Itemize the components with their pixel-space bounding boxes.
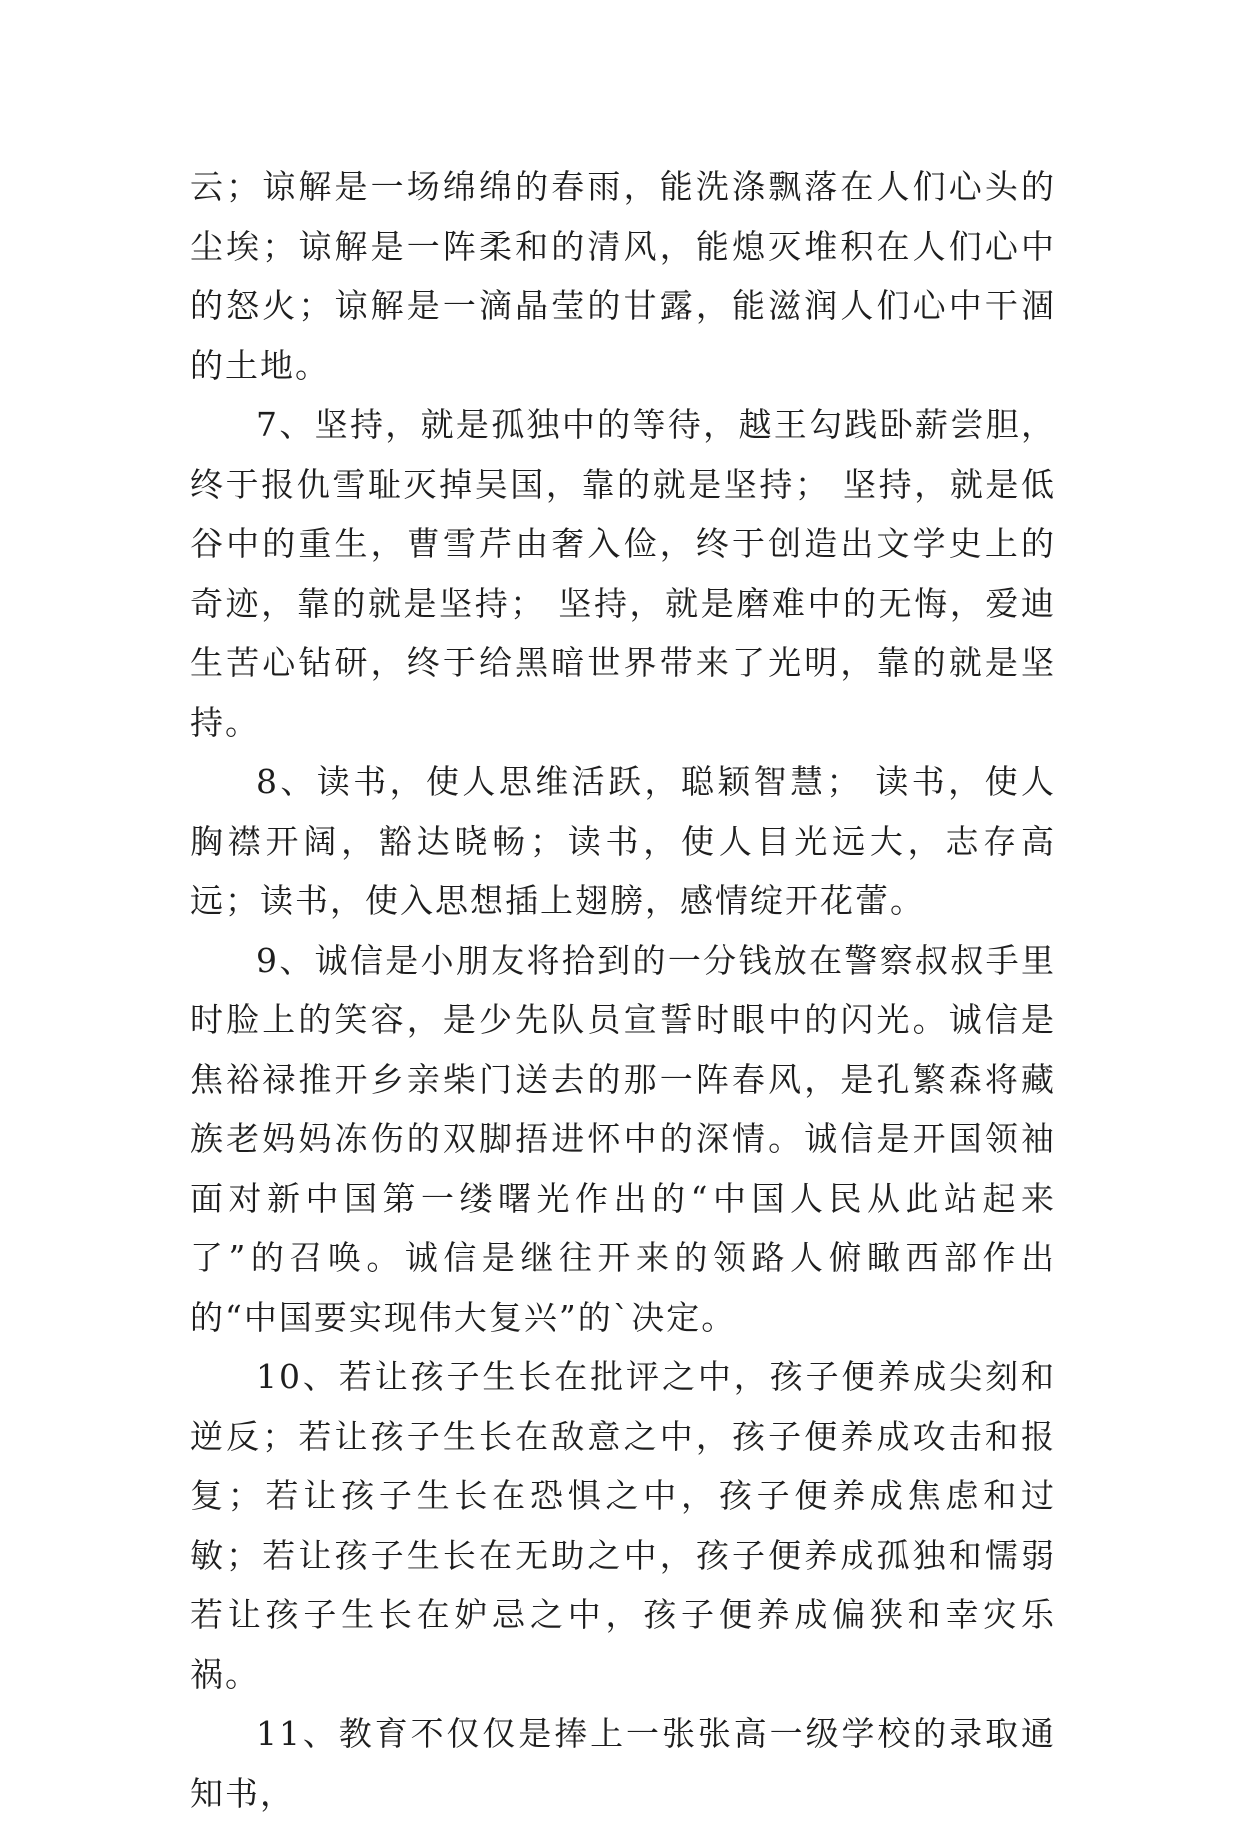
paragraph-continuation: 云；谅解是一场绵绵的春雨，能洗涤飘落在人们心头的尘埃；谅解是一阵柔和的清风，能熄灭堆积在人们心中的怒火；谅解是一滴晶莹的甘露，能滋润人们心中干涸的土地。: [190, 167, 1056, 385]
paragraph-11-education: 11、教育不仅仅是捧上一张张高一级学校的录取通知书，: [190, 1714, 1056, 1813]
document-page: [190, 157, 1056, 1823]
paragraph-7-persistence: 7、坚持，就是孤独中的等待，越王勾践卧薪尝胆，终于报仇雪耻灭掉吴国，靠的就是坚持； 坚持，就是低谷中的重生，曹雪芹由奢入俭，终于创造出文学史上的奇迹，靠的就是坚持； 坚持，就是磨难中的无悔，爱迪生苦心钻研，终于给黑暗世界带来了光明，靠的就是坚持。: [190, 405, 1056, 742]
paragraph-9-integrity: 9、诚信是小朋友将拾到的一分钱放在警察叔叔手里时脸上的笑容，是少先队员宣誓时眼中的闪光。诚信是焦裕禄推开乡亲柴门送去的那一阵春风，是孔繁森将藏族老妈妈冻伤的双脚捂进怀中的深情。诚信是开国领袖面对新中国第一缕曙光作出的“中国人民从此站起来了”的召唤。诚信是继往开来的领路人俯瞰西部作出的“中国要实现伟大复兴”的`决定。: [190, 940, 1056, 1337]
paragraph-8-reading: 8、读书，使人思维活跃，聪颖智慧； 读书，使人胸襟开阔，豁达晓畅；读书，使人目光远大，志存高远；读书，使入思想插上翅膀，感情绽开花蕾。: [190, 762, 1056, 920]
paragraph-10-children: 10、若让孩子生长在批评之中，孩子便养成尖刻和逆反；若让孩子生长在敌意之中，孩子便养成攻击和报复；若让孩子生长在恐惧之中，孩子便养成焦虑和过敏；若让孩子生长在无助之中，孩子便养成孤独和懦弱若让孩子生长在妒忌之中，孩子便养成偏狭和幸灾乐祸。: [190, 1357, 1056, 1694]
